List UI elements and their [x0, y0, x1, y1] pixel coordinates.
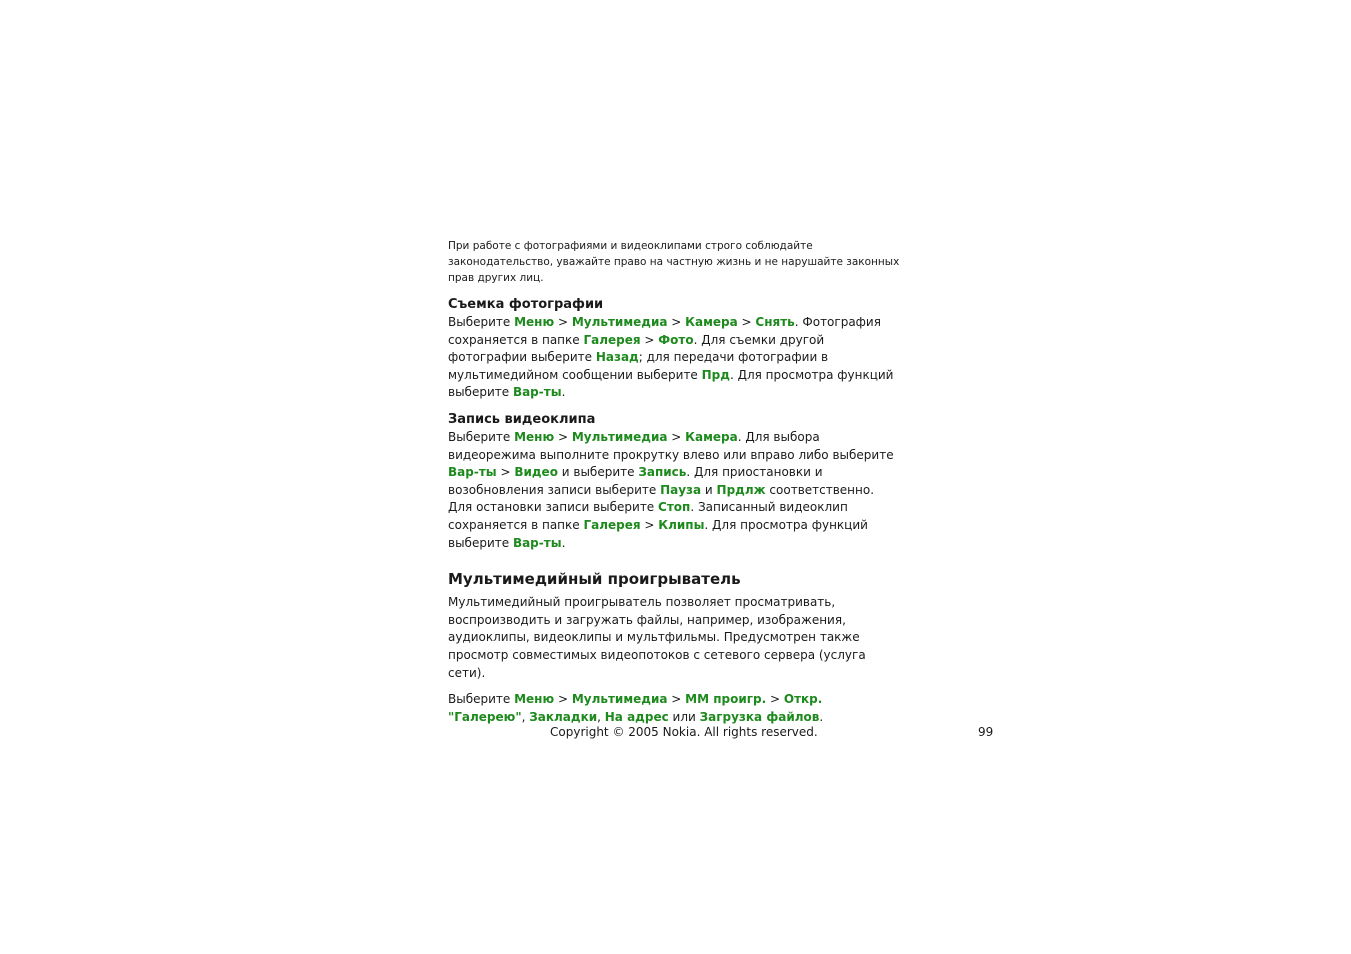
text-run: . Записанный видеоклип сохраняется в папке — [448, 500, 848, 532]
menu-command: Камера — [685, 315, 738, 329]
text-run: ; для передачи фотографии в мультимедийном сообщении выберите — [448, 350, 829, 382]
page-number: 99 — [978, 725, 994, 739]
text-run: Выберите — [448, 315, 515, 329]
menu-command: Вар-ты — [448, 465, 497, 480]
player-section-title: Мультимедийный проигрыватель — [448, 570, 741, 589]
text-run: . Для съемки другой фотографии выберите — [448, 332, 825, 365]
copyright-text: Copyright © 2005 Nokia. All rights reserved. — [550, 725, 818, 739]
text-run: . Для выбора видеорежима выполните прокрутку влево или вправо либо выберите — [448, 429, 894, 462]
text-run: > — [737, 315, 756, 329]
text-run: соответственно. Для остановки записи выберите — [448, 482, 875, 515]
text-run: , — [597, 709, 605, 724]
menu-command: Меню — [514, 692, 555, 707]
menu-command: Вар-ты — [512, 385, 562, 400]
text-run: . Для просмотра функций выберите — [448, 367, 894, 400]
photo-section-title: Съемка фотографии — [448, 297, 604, 312]
menu-command: Камера — [685, 429, 738, 444]
text-run: > — [554, 429, 572, 444]
text-run: , — [521, 709, 530, 724]
text-run: Выберите — [448, 692, 515, 707]
text-run: > — [640, 332, 659, 347]
menu-command: Фото — [658, 332, 694, 347]
text-run: > — [640, 517, 659, 532]
menu-command: Снять — [755, 315, 795, 329]
text-run: . Фотография сохраняется в папке — [448, 315, 881, 347]
menu-command: Мультимедиа — [571, 315, 668, 329]
text-run: > — [554, 692, 572, 707]
text-run: > — [766, 692, 784, 707]
text-run: . — [819, 709, 824, 724]
text-run: Выберите — [448, 429, 515, 444]
text-run: . Для приостановки и возобновления записи выберите — [448, 465, 823, 497]
text-run: > — [496, 465, 515, 480]
text-run: . — [561, 535, 566, 550]
menu-command: Закладки — [529, 709, 598, 724]
menu-command: Назад — [595, 350, 639, 365]
menu-command: Меню — [514, 315, 555, 329]
menu-command: Клипы — [658, 517, 705, 532]
photo-instructions — [448, 314, 900, 402]
text-run: и — [701, 482, 717, 497]
document-page — [448, 238, 900, 735]
text-run: и выберите — [557, 465, 639, 480]
menu-command: Мультимедиа — [571, 429, 668, 444]
text-run: > — [667, 692, 686, 707]
menu-command: Запись — [638, 465, 687, 480]
menu-command: Галерея — [583, 517, 641, 532]
menu-command: Загрузка файлов — [699, 709, 820, 724]
menu-command: Галерея — [583, 332, 641, 347]
video-instructions — [448, 429, 900, 552]
text-run: > — [667, 429, 686, 444]
menu-command: Пауза — [660, 482, 702, 497]
menu-command: Меню — [514, 429, 555, 444]
text-run: . Для просмотра функций выберите — [448, 517, 868, 550]
menu-command: Прдлж — [716, 482, 766, 497]
menu-command: На адрес — [604, 709, 669, 724]
menu-command: Откр. "Галерею" — [448, 692, 823, 724]
menu-command: ММ проигр. — [685, 692, 767, 707]
player-instructions — [448, 691, 900, 726]
menu-command: Стоп — [658, 500, 691, 515]
menu-command: Прд — [701, 367, 730, 382]
legal-note: При работе с фотографиями и видеоклипами строго соблюдайте законодательство, уважайте право на частную жизнь и не нарушайте законных прав других лиц. — [448, 240, 900, 284]
video-section-title: Запись видеоклипа — [448, 411, 596, 427]
text-run: . — [561, 385, 566, 400]
menu-command: Мультимедиа — [571, 692, 668, 707]
player-intro: Мультимедийный проигрыватель позволяет просматривать, воспроизводить и загружать файлы, например, изображения, аудиоклипы, видеоклипы и мультфильмы. Предусмотрен также просмотр совместимых видеопотоков с сетевого сервера (услуга сети). — [448, 595, 866, 680]
menu-command: Вар-ты — [512, 535, 562, 550]
menu-command: Видео — [514, 465, 558, 480]
text-run: > — [554, 315, 572, 329]
text-run: > — [667, 315, 686, 329]
text-run: или — [668, 709, 700, 724]
